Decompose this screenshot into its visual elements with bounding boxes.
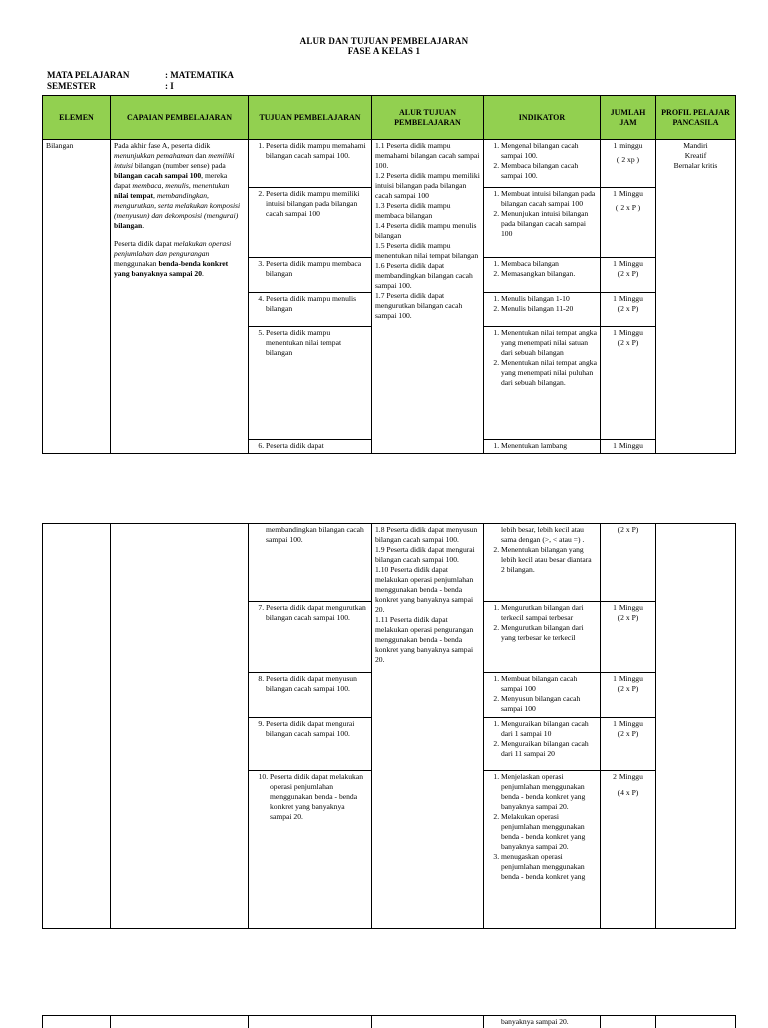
learning-table-page3 [42, 1015, 736, 1028]
profil-cell [656, 524, 736, 929]
column-header-jam: JUMLAH JAM [601, 96, 656, 140]
table-header-row [43, 96, 736, 140]
alur-cell [372, 1016, 484, 1028]
tujuan-cell: membandingkan bilangan cacah sampai 100. [249, 524, 372, 602]
tujuan-cell [249, 1016, 372, 1028]
jam-cell: (2 x P) [601, 524, 656, 602]
learning-table-page2 [42, 523, 736, 929]
subject-value: : MATEMATIKA [165, 70, 234, 80]
tujuan-cell: 8. Peserta didik dapat menyusun bilangan cacah sampai 100. [249, 673, 372, 718]
jam-cell: 1 Minggu ( 2 x P ) [601, 188, 656, 258]
learning-table-page1 [42, 95, 736, 454]
semester-label: SEMESTER [47, 81, 96, 91]
indikator-cell: banyaknya sampai 20. [484, 1016, 601, 1028]
jam-cell: 1 Minggu (2 x P) [601, 718, 656, 771]
tujuan-cell: 6. Peserta didik dapat [249, 440, 372, 454]
capaian-cell [111, 524, 249, 929]
indikator-cell: 1. Menentukan lambang [484, 440, 601, 454]
column-header-indikator: INDIKATOR [484, 96, 601, 140]
tujuan-cell: 2. Peserta didik mampu memiliki intuisi bilangan pada bilangan cacah sampai 100 [249, 188, 372, 258]
tujuan-cell: 4. Peserta didik mampu menulis bilangan [249, 293, 372, 327]
indikator-cell: 1. Mengenal bilangan cacah sampai 100. 2. Membaca bilangan cacah sampai 100. [484, 140, 601, 188]
capaian-cell [111, 1016, 249, 1028]
profil-cell: Mandiri Kreatif Bernalar kritis [656, 140, 736, 454]
indikator-cell: 1. Membuat intuisi bilangan pada bilangan cacah sampai 100 2. Menunjukan intuisi bilangan pada bilangan cacah sampai 100 [484, 188, 601, 258]
jam-cell: 1 Minggu (2 x P) [601, 673, 656, 718]
table-row [43, 1016, 736, 1028]
jam-cell: 1 minggu ( 2 xp ) [601, 140, 656, 188]
tujuan-cell: 1. Peserta didik mampu memahami bilangan cacah sampai 100. [249, 140, 372, 188]
document-title: ALUR DAN TUJUAN PEMBELAJARAN [0, 36, 768, 46]
elemen-cell [43, 524, 111, 929]
jam-cell: 1 Minggu [601, 440, 656, 454]
jam-cell [601, 1016, 656, 1028]
column-header-tujuan: TUJUAN PEMBELAJARAN [249, 96, 372, 140]
alur-cell: 1.1 Peserta didik mampu memahami bilangan cacah sampai 100. 1.2 Peserta didik mampu memiliki intuisi bilangan pada bilangan cacah sampai 100 1.3 Peserta didik mampu membaca bilangan 1.4 Peserta didik mampu menulis bilangan 1.5 Peserta didik mampu menentukan nilai tempat bilangan 1.6 Peserta didik dapat membandingkan bilangan cacah sampai 100. 1.7 Peserta didik dapat mengurutkan bilangan cacah sampai 100. [372, 140, 484, 454]
elemen-cell: Bilangan [43, 140, 111, 454]
indikator-cell: 1. Mengurutkan bilangan dari terkecil sampai terbesar 2. Mengurutkan bilangan dari yang terbesar ke terkecil [484, 602, 601, 673]
column-header-elemen: ELEMEN [43, 96, 111, 140]
indikator-cell: lebih besar, lebih kecil atau sama dengan (>, < atau =) . 2. Menentukan bilangan yang lebih kecil atau besar diantara 2 bilangan. [484, 524, 601, 602]
jam-cell: 2 Minggu (4 x P) [601, 771, 656, 929]
jam-cell: 1 Minggu (2 x P) [601, 258, 656, 293]
indikator-cell: 1. Membaca bilangan 2. Memasangkan bilangan. [484, 258, 601, 293]
subject-label: MATA PELAJARAN [47, 70, 129, 80]
jam-cell: 1 Minggu (2 x P) [601, 602, 656, 673]
indikator-cell: 1. Membuat bilangan cacah sampai 100 2. Menyusun bilangan cacah sampai 100 [484, 673, 601, 718]
column-header-capaian: CAPAIAN PEMBELAJARAN [111, 96, 249, 140]
tujuan-cell: 10. Peserta didik dapat melakukan operasi penjumlahan menggunakan benda - benda konkret yang banyaknya sampai 20. [249, 771, 372, 929]
table-row [43, 140, 736, 188]
profil-cell [656, 1016, 736, 1028]
alur-cell: 1.8 Peserta didik dapat menyusun bilangan cacah sampai 100. 1.9 Peserta didik dapat mengurai bilangan cacah sampai 100. 1.10 Peserta didik dapat melakukan operasi penjumlahan menggunakan benda - benda konkret yang banyaknya sampai 20. 1.11 Peserta didik dapat melakukan operasi pengurangan menggunakan benda - benda konkret yang banyaknya sampai 20. [372, 524, 484, 929]
elemen-cell [43, 1016, 111, 1028]
tujuan-cell: 9. Peserta didik dapat mengurai bilangan cacah sampai 100. [249, 718, 372, 771]
indikator-cell: 1. Menguraikan bilangan cacah dari 1 sampai 10 2. Menguraikan bilangan cacah dari 11 sampai 20 [484, 718, 601, 771]
semester-value: : I [165, 81, 174, 91]
indikator-cell: 1. Menentukan nilai tempat angka yang menempati nilai satuan dari sebuah bilangan 2. Menentukan nilai tempat angka yang menempati nilai puluhan dari sebuah bilangan. [484, 327, 601, 440]
document-subtitle: FASE A KELAS 1 [0, 46, 768, 56]
capaian-cell: Pada akhir fase A, peserta didik menunjukkan pemahaman dan memiliki intuisi bilangan (number sense) pada bilangan cacah sampai 100, mereka dapat membaca, menulis, menentukan nilai tempat, membandingkan, mengurutkan, serta melakukan komposisi (menyusun) dan dekomposisi (mengurai) bilangan. Peserta didik dapat melakukan operasi penjumlahan dan pengurangan menggunakan benda-benda konkret yang banyaknya sampai 20. [111, 140, 249, 454]
jam-cell: 1 Minggu (2 x P) [601, 327, 656, 440]
column-header-profil: PROFIL PELAJAR PANCASILA [656, 96, 736, 140]
table-row [43, 524, 736, 602]
indikator-cell: 1. Menjelaskan operasi penjumlahan menggunakan benda - benda konkret yang banyaknya sampai 20. 2. Melakukan operasi penjumlahan menggunakan benda - benda konkret yang banyaknya sampai 20. 3. menugaskan operasi penjumlahan menggunakan benda - benda konkret yang [484, 771, 601, 929]
jam-cell: 1 Minggu (2 x P) [601, 293, 656, 327]
tujuan-cell: 7. Peserta didik dapat mengurutkan bilangan cacah sampai 100. [249, 602, 372, 673]
indikator-cell: 1. Menulis bilangan 1-10 2. Menulis bilangan 11-20 [484, 293, 601, 327]
column-header-alur: ALUR TUJUAN PEMBELAJARAN [372, 96, 484, 140]
tujuan-cell: 3. Peserta didik mampu membaca bilangan [249, 258, 372, 293]
tujuan-cell: 5. Peserta didik mampu menentukan nilai tempat bilangan [249, 327, 372, 440]
